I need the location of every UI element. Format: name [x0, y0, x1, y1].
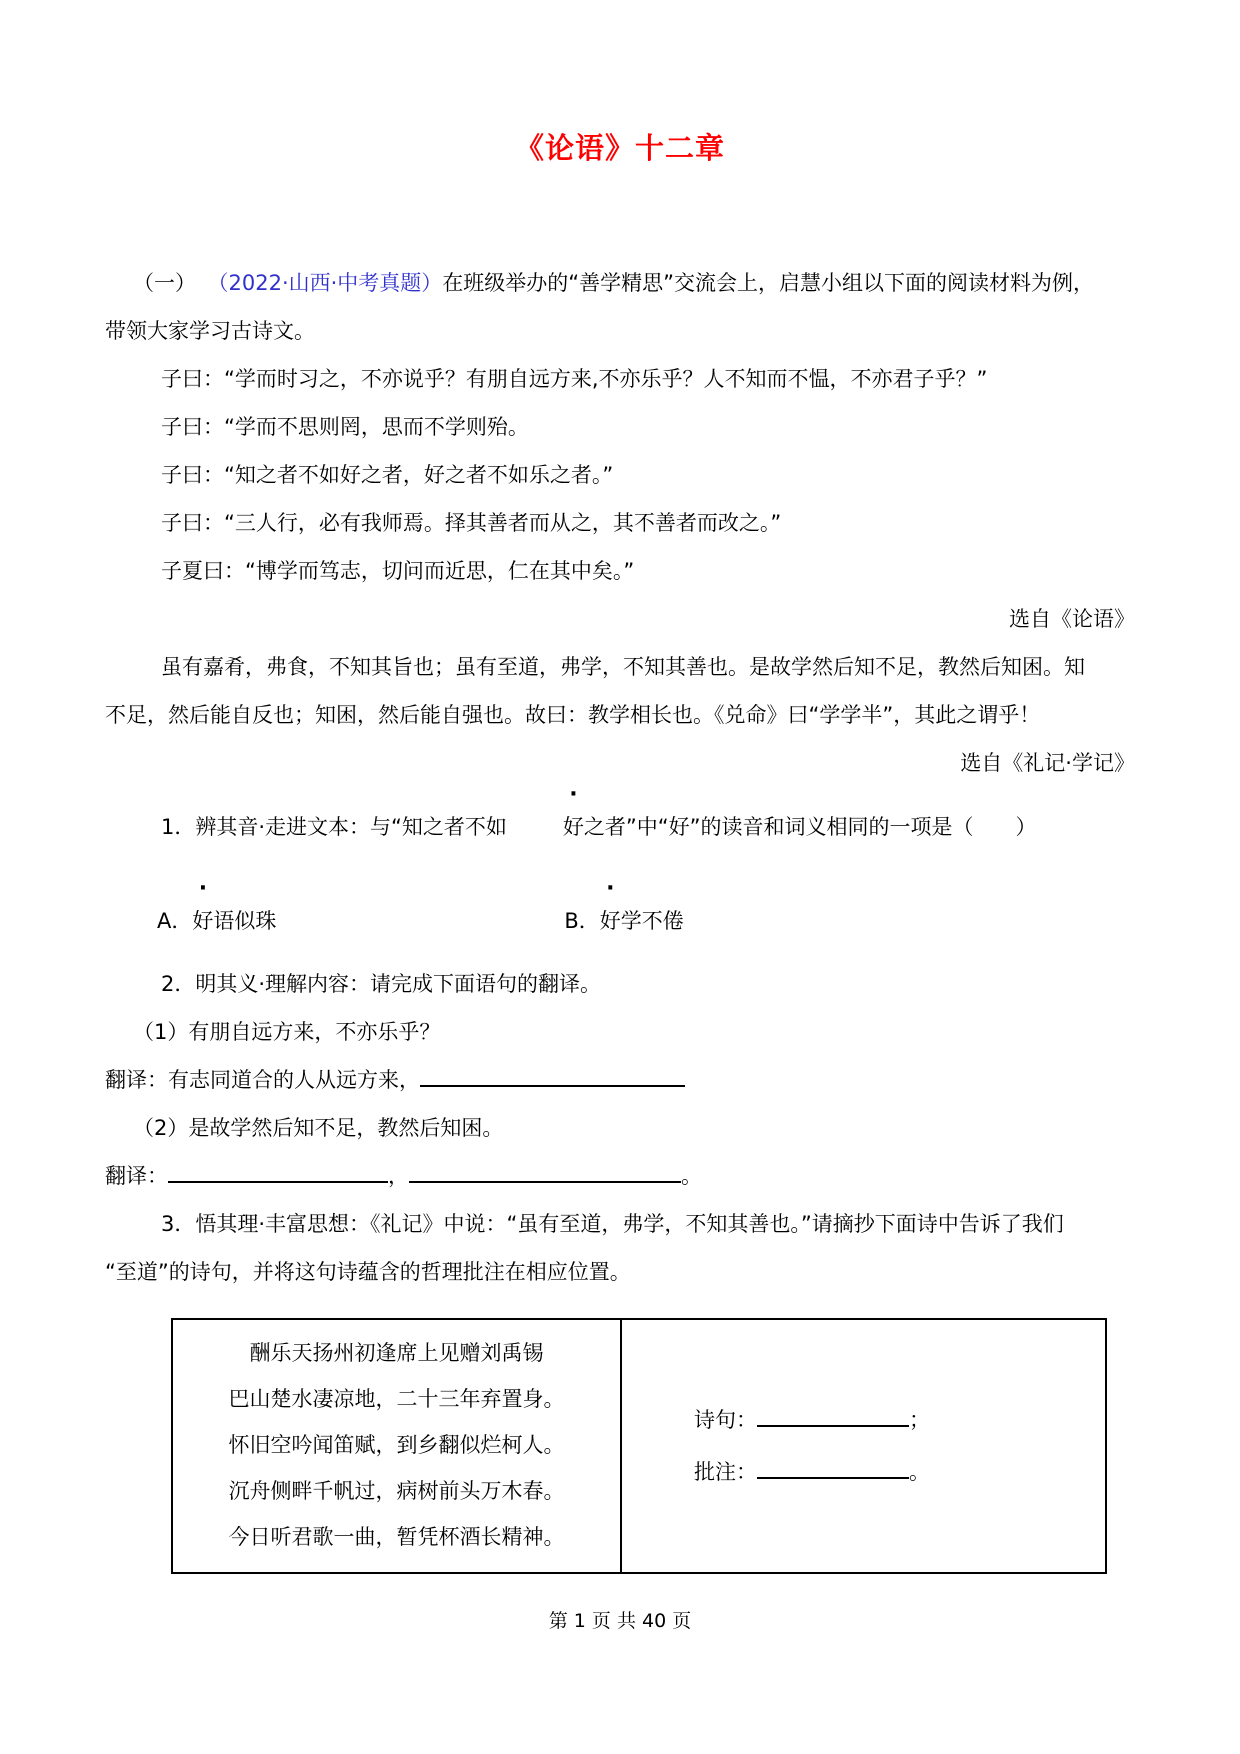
question-1-post: 之者”中“好”的读音和词义相同的一项是（ ）: [583, 815, 1037, 839]
question-2-answer-1: [105, 1056, 1135, 1104]
verse-answer-row: [694, 1397, 1105, 1443]
option-a: [157, 876, 277, 945]
note-answer-row: [694, 1449, 1105, 1495]
section-number: （一）: [133, 271, 196, 295]
page-number-footer: 第 1 页 共 40 页: [548, 1610, 692, 1632]
poem-cell: [173, 1320, 622, 1572]
question-2-answer-2: [105, 1152, 1135, 1200]
question-3-table: [171, 1318, 1107, 1574]
page-title: 《论语》十二章: [514, 131, 725, 165]
option-b: [564, 876, 684, 945]
option-b-label: B．: [564, 909, 600, 933]
question-1-pre: 1．辨其音·走进文本：与“知之者不如: [161, 815, 507, 839]
question-1-options: [105, 876, 1135, 945]
passage-line: 子曰：“学而时习之，不亦说乎？有朋自远方来,不亦乐乎？人不知而不愠，不亦君子乎？”: [161, 367, 988, 391]
question-3-stem-line-1: 3．悟其理·丰富思想：《礼记》中说：“虽有至道，弗学，不知其善也。”请摘抄下面诗中告诉了我们: [161, 1212, 1064, 1236]
verse-label: 诗句：: [693, 1408, 757, 1432]
passage2-line-1: 虽有嘉肴，弗食，不知其旨也；虽有至道，弗学，不知其善也。是故学然后知不足，教然后知困。知: [161, 655, 1085, 679]
poem-line: 沉舟侧畔千帆过，病树前头万木春。: [228, 1479, 565, 1503]
passage-line: 子曰：“知之者不如好之者，好之者不如乐之者。”: [161, 463, 614, 487]
intro-text: 在班级举办的“善学精思”交流会上，启慧小组以下面的阅读材料为例，: [442, 271, 1095, 295]
page-content: [105, 0, 1135, 1633]
passage-line: 子夏曰：“博学而笃志，切问而近思，仁在其中矣。”: [161, 559, 635, 583]
source-attribution-lunyu: 选自《论语》: [1009, 607, 1135, 631]
exam-source-tag: （2022·山西·中考真题）: [218, 271, 443, 295]
poem-line: 巴山楚水凄凉地，二十三年弃置身。: [228, 1387, 565, 1411]
emphasis-dot: ·: [198, 876, 208, 901]
question-2-stem: 2．明其义·理解内容：请完成下面语句的翻译。: [161, 972, 602, 996]
answer-2-period: 。: [681, 1164, 702, 1188]
note-label: 批注：: [693, 1460, 757, 1484]
answer-blank: [757, 1407, 909, 1427]
option-b-text: 学不倦: [620, 909, 684, 933]
passage2-line-2: 不足，然后能自反也；知困，然后能自强也。故曰：教学相长也。《兑命》曰“学学半”，其此之谓乎！: [105, 703, 1041, 727]
emphasis-dot: ·: [569, 782, 578, 807]
answer-1-prefix: 翻译：有志同道合的人从远方来，: [105, 1068, 420, 1092]
poem-line: 今日听君歌一曲，暂凭杯酒长精神。: [228, 1525, 565, 1549]
emphasis-dot: ·: [606, 876, 615, 901]
question-2-item-2: （2）是故学然后知不足，教然后知困。: [133, 1116, 504, 1140]
emphasized-char: · 好: [192, 876, 214, 933]
question-2-item-1: （1）有朋自远方来，不亦乐乎？: [133, 1020, 441, 1044]
answer-2-prefix: 翻译：: [105, 1164, 168, 1188]
poem-line: 怀旧空吟闻笛赋，到乡翻似烂柯人。: [228, 1433, 565, 1457]
note-suffix: 。: [908, 1460, 930, 1484]
emphasized-char: · 好: [599, 876, 621, 933]
emphasized-char: · 好: [507, 803, 584, 851]
answer-blank: [757, 1459, 909, 1479]
option-a-label: A．: [157, 909, 193, 933]
question-1-stem: [105, 782, 1135, 851]
verse-suffix: ；: [908, 1408, 930, 1432]
answer-blank: [168, 1163, 388, 1183]
option-a-text: 语似珠: [213, 909, 277, 933]
answer-blank: [409, 1163, 681, 1183]
source-attribution-liji: 选自《礼记·学记》: [960, 751, 1135, 775]
annotation-cell: [622, 1320, 1105, 1572]
intro-paragraph-line-2: 带领大家学习古诗文。: [105, 319, 315, 343]
intro-paragraph-line-1: [105, 259, 1135, 307]
question-3-stem-line-2: “至道”的诗句，并将这句诗蕴含的哲理批注在相应位置。: [105, 1260, 631, 1284]
answer-2-comma: ，: [388, 1164, 409, 1188]
answer-blank: [420, 1067, 685, 1087]
poem-title: 酬乐天扬州初逢席上见赠刘禹锡: [249, 1341, 544, 1365]
passage-line: 子曰：“三人行，必有我师焉。择其善者而从之，其不善者而改之。”: [161, 511, 782, 535]
passage-line: 子曰：“学而不思则罔，思而不学则殆。: [161, 415, 529, 439]
